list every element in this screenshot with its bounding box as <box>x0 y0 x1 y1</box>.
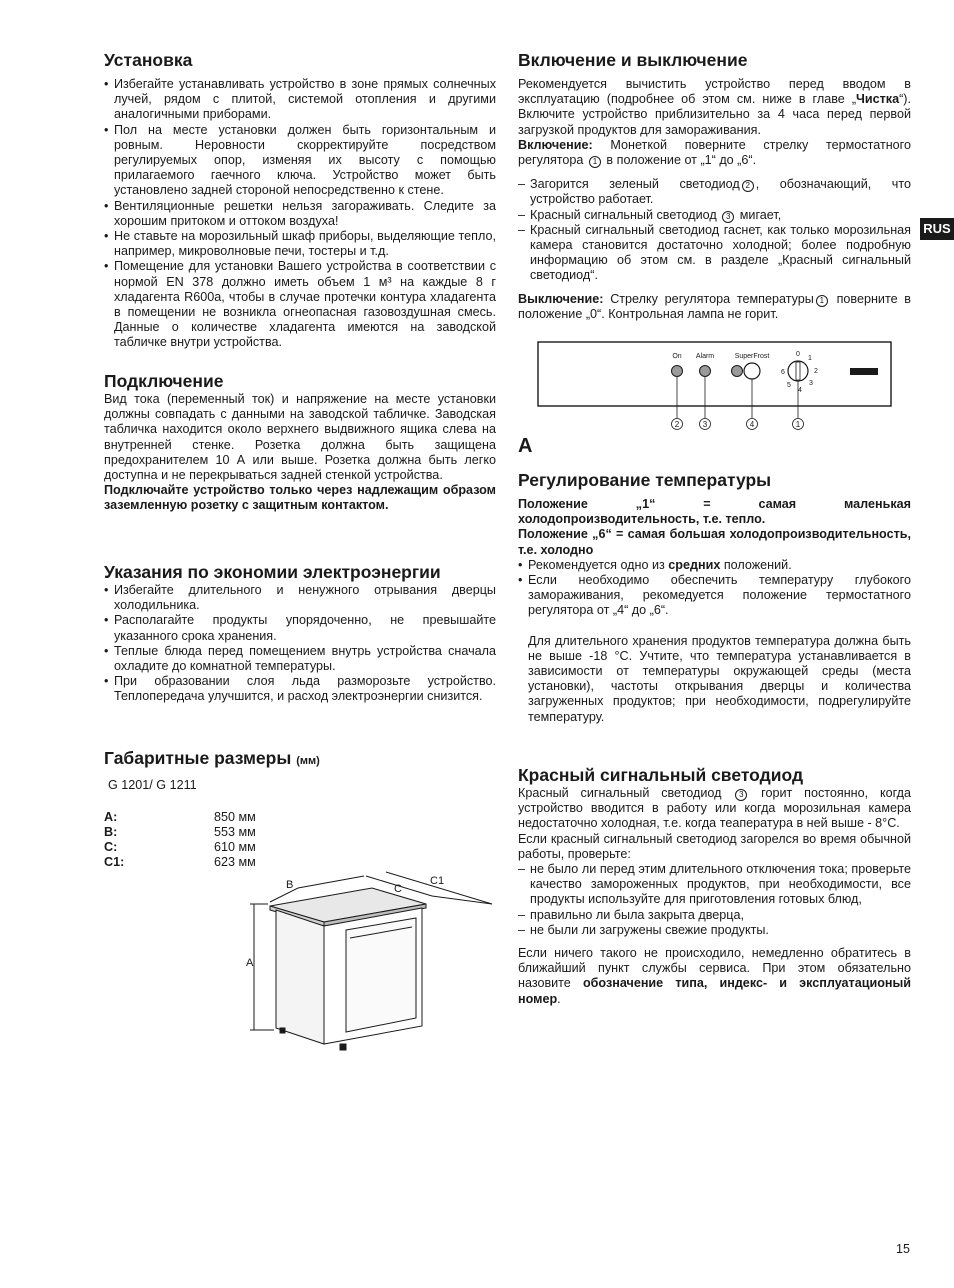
red-text-1-b: горит постоянно, когда устройство вводится в работу или когда морозильная камера недостаточно холодная, т.е. когда теапература в ней выше - 8°С. <box>518 786 911 831</box>
dial-number: 3 <box>809 380 813 387</box>
connect-body <box>104 392 496 514</box>
dimension-value: 610 мм <box>214 840 256 854</box>
dimension-value: 553 мм <box>214 825 256 839</box>
red-text-1 <box>518 786 911 832</box>
switch-on-b: в положение от „1“ до „6“. <box>602 153 757 168</box>
install-item: • Не ставьте на морозильный шкаф приборы, выделяющие тепло, например, микроволновые печи, тостеры и т.д. <box>104 229 496 259</box>
dimension-value: 623 мм <box>214 855 256 869</box>
dial-number: 6 <box>781 369 785 376</box>
dimensions-table <box>104 810 304 870</box>
red-check-item: – не были ли загружены свежие продукты. <box>518 923 911 938</box>
connect-text: Вид тока (переменный ток) и напряжение на месте установки должны совпадать с данными на заводской табличке. Заводская табличка находится около верхнего выдвижного ящика слева на внутренней стенке. Розетка должна быть защищена предохранителем 10 А или выше. Розетка должна быть легко доступна и не перекрываться задней стенкой устройства. <box>104 392 496 483</box>
install-heading: Установка <box>104 50 193 70</box>
install-list <box>104 77 496 351</box>
dimension-value: 850 мм <box>214 810 256 824</box>
temp-position-1: Положение „1“ = самая маленькая холодопроизводительность, т.е. тепло. <box>518 497 911 527</box>
switch-off-a: Стрелку регулятора температуры <box>603 291 814 306</box>
install-item: • Избегайте устанавливать устройство в зоне прямых солнечных лучей, рядом с плитой, системой отопления и другими аналогичными приборами. <box>104 77 496 123</box>
dash-2-b: мигает, <box>736 207 782 222</box>
onoff-intro-a: Рекомендуется вычистить устройство перед вводом в эксплуатацию (подробнее об этом см. ниже в главе „ <box>518 77 911 107</box>
economy-item: • Избегайте длительного и ненужного отрывания дверцы холодильника. <box>104 583 496 613</box>
switch-off-b: поверните в положение „0“. Контрольная лампа не горит. <box>518 291 911 321</box>
onoff-intro-bold: Чистка <box>856 92 900 107</box>
onoff-switch-on <box>518 138 911 168</box>
callout-1-label: 1 <box>795 420 801 429</box>
connect-heading: Подключение <box>104 371 224 391</box>
temp-item: • Если необходимо обеспечить температуру глубокого замораживания, рекомедуется положение термостатного регулятора от „4“ до „6“. <box>518 573 911 619</box>
callout-1-icon: 1 <box>816 295 828 307</box>
temp-position-6: Положение „6“ = самая большая холодопроизводительность, т.е. холодно <box>518 527 911 557</box>
panel-frame <box>538 342 891 406</box>
callout-2-label: 2 <box>674 420 680 429</box>
economy-item: • При образовании слоя льда разморозьте устройство. Теплопередача улучшится, и расход электроэнергии снизится. <box>104 674 496 704</box>
dash-1-a: Загорится зеленый светодиод <box>530 177 740 192</box>
dimension-key: C1: <box>104 855 125 869</box>
brand-badge-icon <box>850 368 878 375</box>
economy-list <box>104 583 496 705</box>
dimension-row <box>104 810 304 825</box>
red-text-2: Если красный сигнальный светодиод загорелся во время обычной работы, проверьте: <box>518 831 911 861</box>
callout-4-label: 4 <box>749 420 755 429</box>
install-item: • Пол на месте установки должен быть горизонтальным и ровным. Неровности скорректируйте посредством регулируемых опор, изменяя их высоту с помощью прилагаемого гаечного ключа. Устройство может быть установлено задней стороной непосредственно к стене. <box>104 123 496 199</box>
dash-2-a: Красный сигнальный светодиод <box>530 207 721 222</box>
red-check-item: – правильно ли была закрыта дверца, <box>518 908 911 923</box>
superfrost-led-icon <box>732 366 743 377</box>
panel-label-superfrost: SuperFrost <box>734 353 770 360</box>
onoff-heading: Включение и выключение <box>518 50 748 70</box>
temp-item-bold: средних <box>668 557 721 572</box>
dial-number: 1 <box>808 355 812 362</box>
onoff-switch-off <box>518 292 911 322</box>
dimension-row <box>104 825 304 840</box>
onoff-body <box>518 77 911 322</box>
dim-label-c: C <box>394 883 402 895</box>
red-text-3-b: . <box>557 991 561 1006</box>
dimension-row <box>104 840 304 855</box>
onoff-dash-item <box>518 177 911 207</box>
dim-label-b: B <box>286 879 294 891</box>
figure-letter: A <box>518 435 533 457</box>
dimension-key: B: <box>104 825 118 839</box>
connect-warning: Подключайте устройство только через надлежащим образом заземленную розетку с защитным контактом. <box>104 483 496 513</box>
red-check-item: – не было ли перед этим длительного отключения тока; проверьте качество замороженных продуктов, при необходимости, все продукты используйте для приготовления готовых блюд, <box>518 862 911 908</box>
callout-2-icon: 2 <box>742 180 754 192</box>
dimension-key: A: <box>104 810 118 824</box>
superfrost-button-icon <box>744 363 760 379</box>
dimensions-title: Габаритные размеры <box>104 748 292 768</box>
temp-item-a: Рекомендуется одно из <box>528 557 669 572</box>
economy-heading: Указания по экономии электроэнергии <box>104 562 441 582</box>
onoff-dash-item: – Красный сигнальный светодиод гаснет, как только морозильная камера становится достаточно холодной; более подробную информацию об этом см. в разделе „Красный сигнальный светодиод“. <box>518 223 911 284</box>
page-number: 15 <box>896 1242 910 1256</box>
language-tab: RUS <box>920 218 954 240</box>
dimension-key: C: <box>104 840 118 854</box>
freezer-dimension-drawing <box>236 868 506 1064</box>
install-item: • Вентиляционные решетки нельзя загораживать. Следите за хорошим притоком и оттоком воздуха! <box>104 199 496 229</box>
onoff-intro <box>518 77 911 138</box>
dimensions-unit: (мм) <box>296 755 320 767</box>
red-text-3-bold: обозначение типа, индекс- и эксплуатационый номер <box>518 976 911 1006</box>
dial-number: 4 <box>798 387 802 394</box>
temp-item <box>518 558 911 573</box>
switch-off-label: Выключение: <box>518 291 604 306</box>
red-body <box>518 786 911 1007</box>
red-text-3-a: Если ничего такого не происходило, немедленно обратитесь в ближайший пункт службы сервиса. При этом обязательно назовите <box>518 946 911 991</box>
dim-label-c1: C1 <box>430 875 445 887</box>
switch-on-a: Монеткой поверните стрелку термостатного регулятора <box>518 137 911 168</box>
on-led-icon <box>672 366 683 377</box>
callout-3-label: 3 <box>702 420 708 429</box>
dial-number: 2 <box>814 368 818 375</box>
dash-1-b: , обозначающий, что устройство работает. <box>530 177 911 207</box>
red-text-3 <box>518 946 911 1007</box>
red-heading: Красный сигнальный светодиод <box>518 765 804 785</box>
panel-label-on: On <box>672 353 682 360</box>
switch-on-label: Включение: <box>518 137 593 152</box>
dial-number: 0 <box>796 351 800 358</box>
temp-note: Для длительного хранения продуктов температура должна быть не выше -18 °C. Учтите, что температура устанавливается в зависимости от температуры окружающей среды (места установки), частоты открывания дверцы и количества загруженных продуктов; при необходимости, подрегулируйте температуру. <box>528 633 911 724</box>
callout-3-icon: 3 <box>722 211 734 223</box>
economy-item: • Располагайте продукты упорядоченно, не превышайте указанного срока хранения. <box>104 613 496 643</box>
onoff-dash-item <box>518 208 911 223</box>
economy-item: • Теплые блюда перед помещением внутрь устройства сначала охладите до комнатной температуры. <box>104 644 496 674</box>
panel-label-alarm: Alarm <box>695 353 715 360</box>
callout-3-icon: 3 <box>735 789 747 801</box>
red-text-1-a: Красный сигнальный светодиод <box>518 786 734 800</box>
onoff-intro-b: “). Включите устройство приблизительно за 4 часа перед первой загрузкой продуктов для замораживания. <box>518 92 911 137</box>
dial-number: 5 <box>787 382 791 389</box>
temp-item-b: положений. <box>720 557 792 572</box>
temp-heading: Регулирование температуры <box>518 470 772 490</box>
temp-body <box>518 497 911 725</box>
dimensions-heading <box>104 748 320 771</box>
callout-1-icon: 1 <box>589 156 601 168</box>
model-name: G 1201/ G 1211 <box>108 778 197 792</box>
control-panel-drawing <box>536 338 894 434</box>
install-item: • Помещение для установки Вашего устройства в соответствии с нормой EN 378 должно иметь объем 1 м³ на каждые 8 г хладагента R600a, чтобы в случае протечки контура хладагента в помещении не возникла огнеопасная газовоздушная смесь. Данные о количестве хладагента имеются на заводской табличке внутри устройства. <box>104 259 496 350</box>
alarm-led-icon <box>700 366 711 377</box>
dim-label-a: A <box>246 957 254 969</box>
